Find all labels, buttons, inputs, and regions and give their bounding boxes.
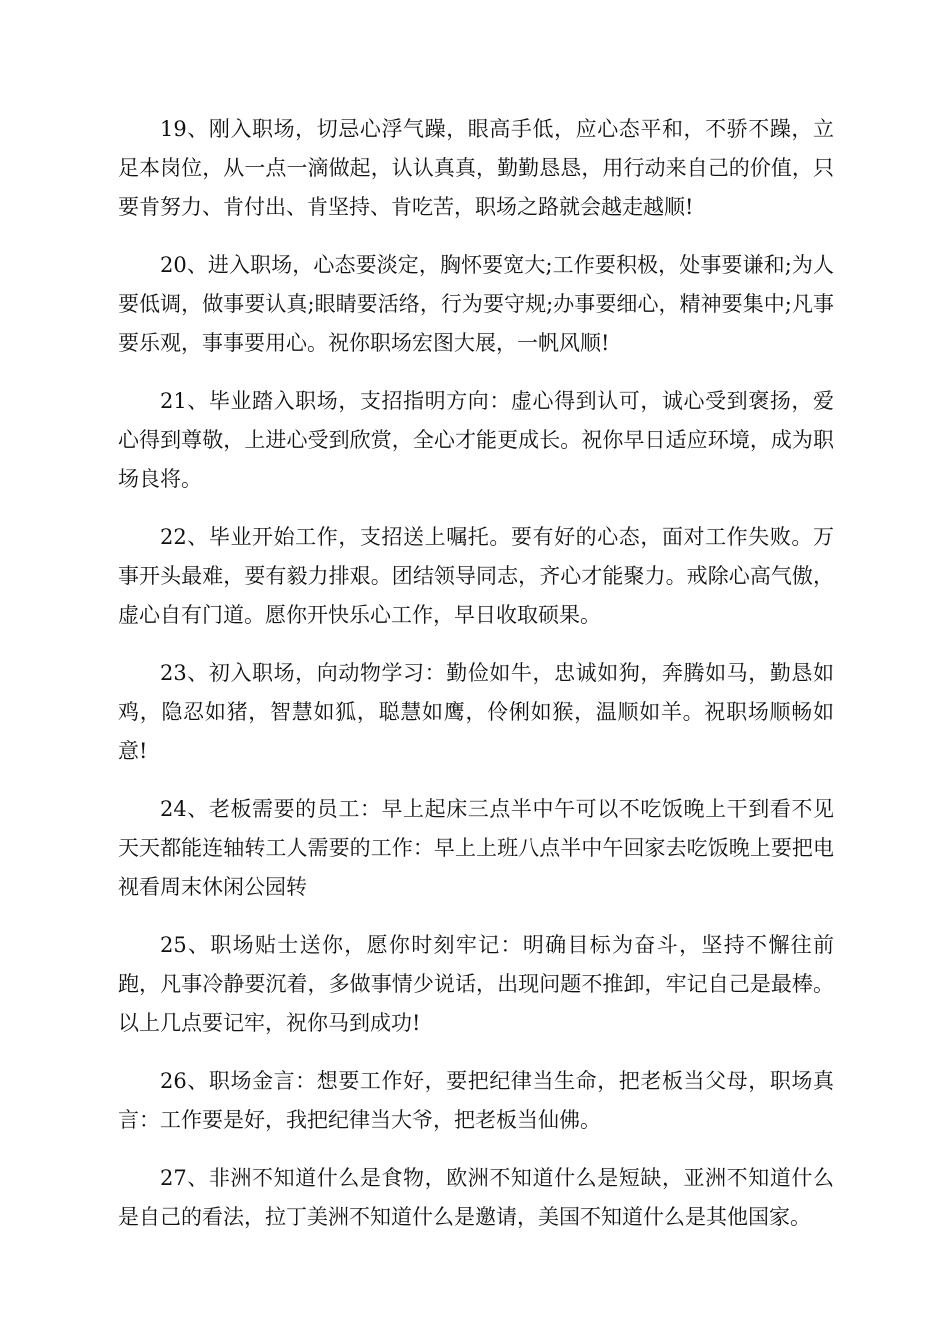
- paragraph-27: 27、非洲不知道什么是食物，欧洲不知道什么是短缺，亚洲不知道什么是自己的看法，拉丁美洲不知道什么是邀请，美国不知道什么是其他国家。: [118, 1166, 834, 1229]
- paragraph-25: 25、职场贴士送你，愿你时刻牢记：明确目标为奋斗，坚持不懈往前跑，凡事冷静要沉着，多做事情少说话，出现问题不推卸，牢记自己是最棒。以上几点要记牢，祝你马到成功!: [118, 933, 834, 1035]
- paragraph-23: 23、初入职场，向动物学习：勤俭如牛，忠诚如狗，奔腾如马，勤恳如鸡，隐忍如猪，智慧如狐，聪慧如鹰，伶俐如猴，温顺如羊。祝职场顺畅如意!: [118, 661, 834, 763]
- document-body: [118, 110, 834, 1256]
- paragraph-21: 21、毕业踏入职场，支招指明方向：虚心得到认可，诚心受到褒扬，爱心得到尊敬，上进心受到欣赏，全心才能更成长。祝你早日适应环境，成为职场良将。: [118, 389, 834, 491]
- paragraph-20: 20、进入职场，心态要淡定，胸怀要宽大;工作要积极，处事要谦和;为人要低调，做事要认真;眼睛要活络，行为要守规;办事要细心，精神要集中;凡事要乐观，事事要用心。祝你职场宏图大展，一帆风顺!: [118, 253, 834, 355]
- paragraph-22: 22、毕业开始工作，支招送上嘱托。要有好的心态，面对工作失败。万事开头最难，要有毅力排艰。团结领导同志，齐心才能聚力。戒除心高气傲，虚心自有门道。愿你开快乐心工作，早日收取硕果。: [118, 525, 834, 627]
- paragraph-19: 19、刚入职场，切忌心浮气躁，眼高手低，应心态平和，不骄不躁，立足本岗位，从一点一滴做起，认认真真，勤勤恳恳，用行动来自己的价值，只要肯努力、肯付出、肯坚持、肯吃苦，职场之路就会越走越顺!: [118, 117, 834, 219]
- paragraph-24: 24、老板需要的员工：早上起床三点半中午可以不吃饭晚上干到看不见天天都能连轴转工人需要的工作：早上上班八点半中午回家去吃饭晚上要把电视看周末休闲公园转: [118, 797, 834, 899]
- paragraph-26: 26、职场金言：想要工作好，要把纪律当生命，把老板当父母，职场真言：工作要是好，我把纪律当大爷，把老板当仙佛。: [118, 1069, 834, 1132]
